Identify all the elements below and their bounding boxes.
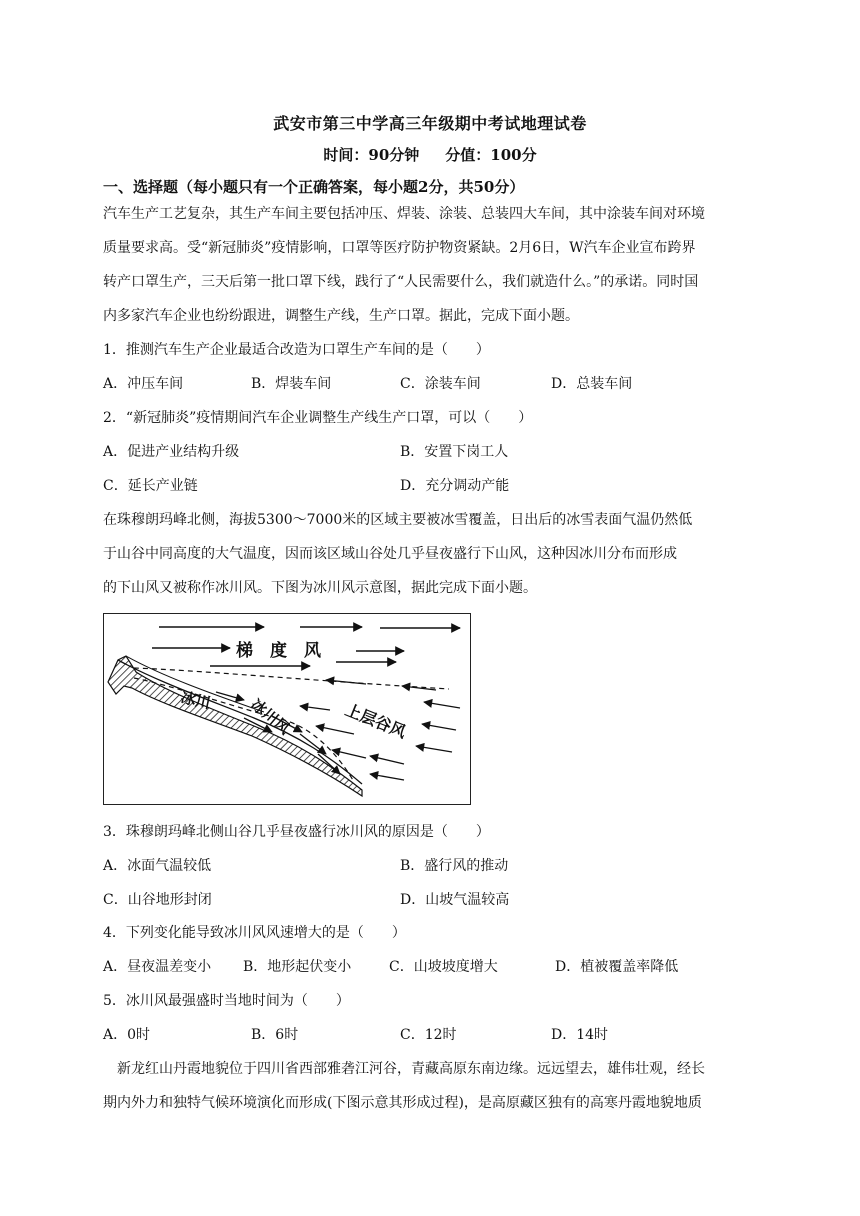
gradient-wind-label: 梯 度 风 [236, 641, 321, 661]
material1-line-4: 内多家汽车企业也纷纷跟进，调整生产线，生产口罩。据此，完成下面小题。 [103, 308, 579, 324]
q3-option-a: A．冰面气温较低 [103, 858, 212, 874]
q2-option-c: C．延长产业链 [103, 478, 198, 494]
q1-option-a: A．冲压车间 [103, 376, 184, 392]
exam-subtitle [0, 144, 860, 165]
glacier-wind-diagram [103, 613, 471, 805]
q4-stem: 4．下列变化能导致冰川风风速增大的是（ ） [103, 925, 406, 941]
material2-line-2: 于山谷中同高度的大气温度，因而该区域山谷处几乎昼夜盛行下山风，这种因冰川分布而形成 [103, 546, 677, 562]
glacier-wind-label: 冰川风 [247, 695, 294, 738]
material1-line-1: 汽车生产工艺复杂，其生产车间主要包括冲压、焊装、涂装、总装四大车间，其中涂装车间对环境 [103, 206, 705, 222]
mountain-slope [108, 656, 362, 796]
q5-stem: 5．冰川风最强盛时当地时间为（ ） [103, 993, 350, 1009]
q3-option-d: D．山坡气温较高 [400, 892, 510, 908]
q4-option-b: B．地形起伏变小 [243, 959, 352, 975]
q5-option-c: C．12时 [400, 1027, 457, 1043]
q4-option-d: D．植被覆盖率降低 [555, 959, 679, 975]
material3-line-1: 新龙红山丹霞地貌位于四川省西部雅砻江河谷，青藏高原东南边缘。远远望去，雄伟壮观，经长 [103, 1061, 705, 1077]
q1-stem: 1．推测汽车生产企业最适合改造为口罩生产车间的是（ ） [103, 342, 490, 358]
q2-stem: 2．“新冠肺炎”疫情期间汽车企业调整生产线生产口罩，可以（ ） [103, 410, 533, 426]
glacier-wind-svg [104, 614, 472, 806]
q3-option-c: C．山谷地形封闭 [103, 892, 212, 908]
q2-option-d: D．充分调动产能 [400, 478, 510, 494]
exam-title: 武安市第三中学高三年级期中考试地理试卷 [273, 114, 587, 133]
q1-option-b: B．焊装车间 [251, 376, 332, 392]
q2-option-b: B．安置下岗工人 [400, 444, 509, 460]
material3-line-2: 期内外力和独特气候环境演化而形成(下图示意其形成过程)，是高原藏区独有的高寒丹霞地貌地质 [103, 1095, 702, 1111]
q1-option-c: C．涂装车间 [400, 376, 481, 392]
material2-line-1: 在珠穆朗玛峰北侧，海拔5300～7000米的区域主要被冰雪覆盖，日出后的冰雪表面气温仍然低 [103, 512, 693, 528]
q4-option-a: A．昼夜温差变小 [103, 959, 212, 975]
q5-option-d: D．14时 [551, 1027, 609, 1043]
exam-time: 时间：90分钟 [323, 146, 420, 164]
material2-line-3: 的下山风又被称作冰川风。下图为冰川风示意图，据此完成下面小题。 [103, 580, 537, 596]
q2-option-a: A．促进产业结构升级 [103, 444, 240, 460]
q3-stem: 3．珠穆朗玛峰北侧山谷几乎昼夜盛行冰川风的原因是（ ） [103, 824, 490, 840]
material1-line-3: 转产口罩生产，三天后第一批口罩下线，践行了“人民需要什么，我们就造什么。”的承诺。同时国 [103, 274, 699, 290]
q5-option-a: A．0时 [103, 1027, 151, 1043]
q3-option-b: B．盛行风的推动 [400, 858, 509, 874]
q1-option-d: D．总装车间 [551, 376, 633, 392]
q5-option-b: B．6时 [251, 1027, 299, 1043]
material1-line-2: 质量要求高。受“新冠肺炎”疫情影响，口罩等医疗防护物资紧缺。2月6日，W汽车企业宣布跨界 [103, 240, 696, 256]
glacier-label: 冰川 [179, 688, 213, 713]
exam-score: 分值：100分 [445, 146, 537, 164]
section-heading-choice: 一、选择题（每小题只有一个正确答案，每小题2分，共50分） [103, 178, 525, 196]
q4-option-c: C．山坡坡度增大 [389, 959, 498, 975]
upper-valley-wind-label: 上层谷风 [342, 700, 409, 742]
